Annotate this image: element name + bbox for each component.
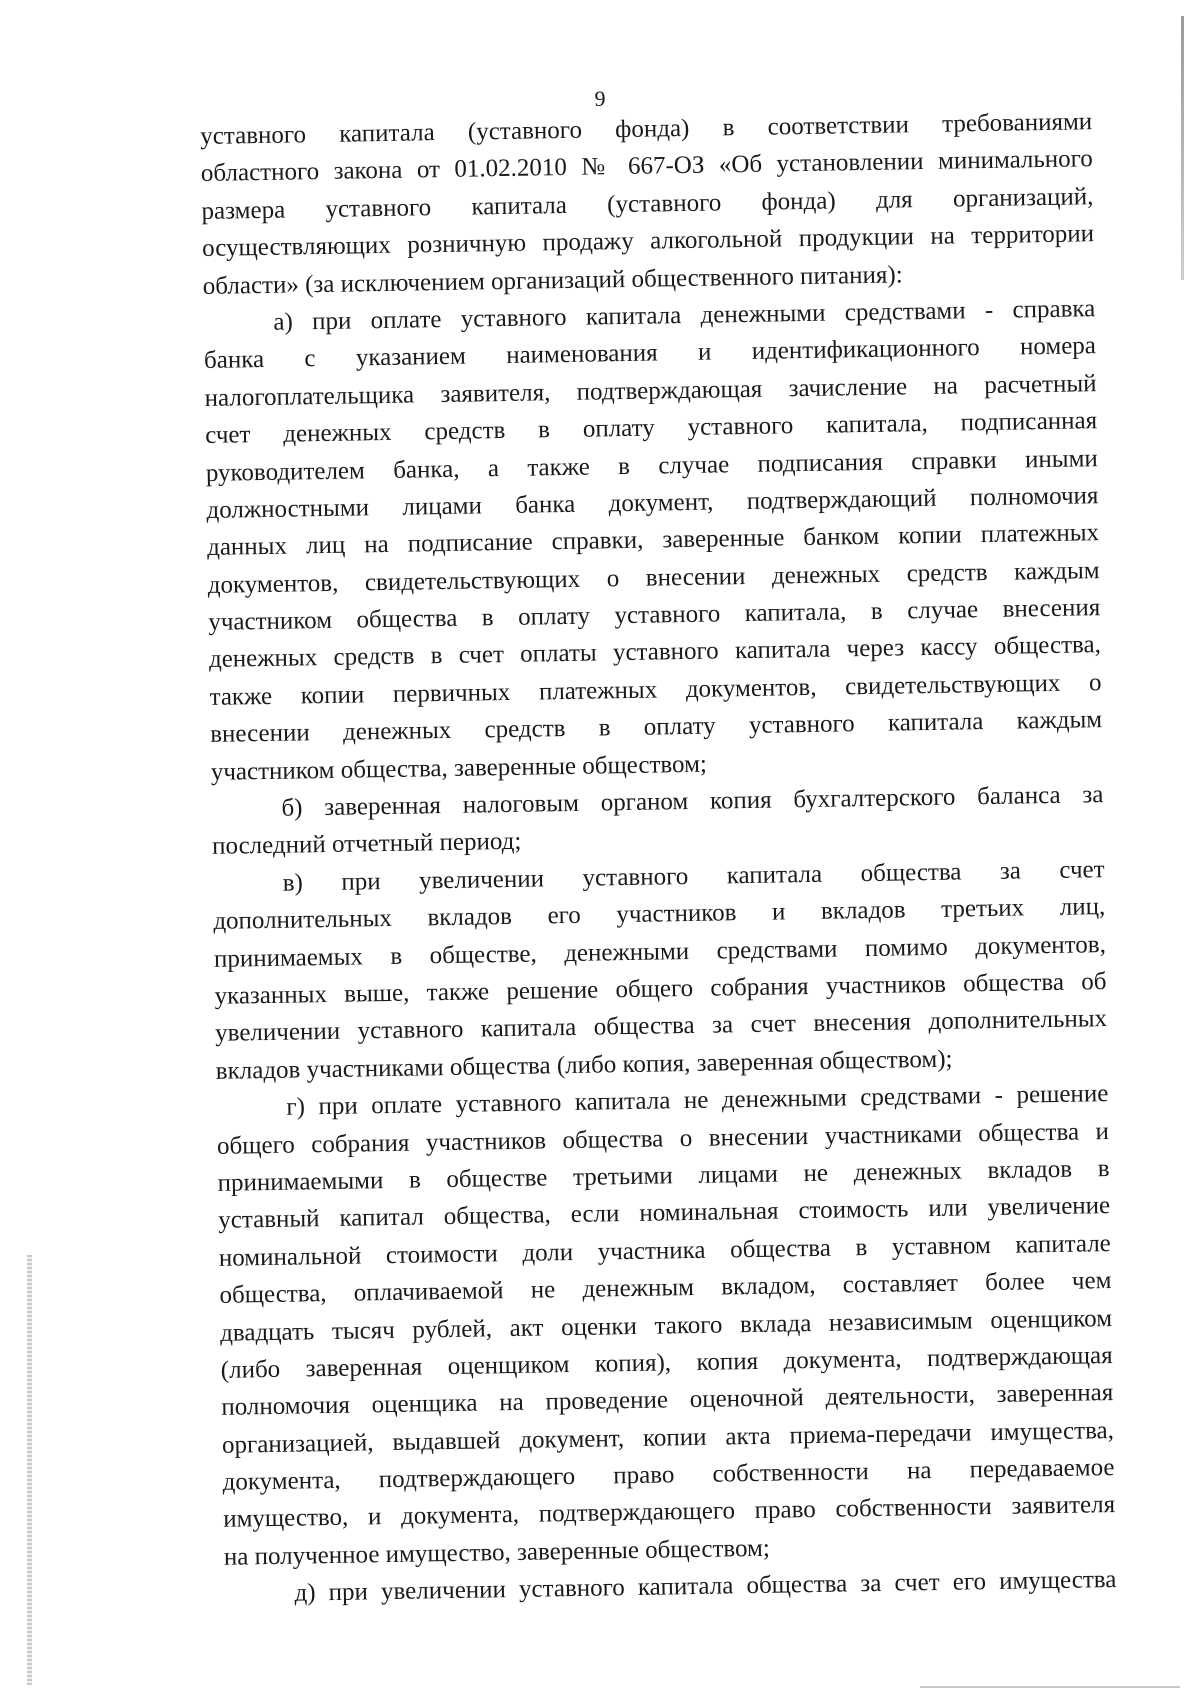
text-line: данных лиц на подписание справки, заверенные банком копии платежных — [206, 519, 1100, 562]
scan-edge-right — [1181, 16, 1184, 280]
text-line: вкладов участниками общества (либо копия, заверенная обществом); — [215, 1045, 953, 1085]
text-line: общего собрания участников общества о внесении участниками общества и — [216, 1117, 1110, 1160]
text-line: указанных выше, также решение общего собрания участников общества об — [214, 968, 1107, 1010]
text-line: внесении денежных средств в оплату уставного капитала каждым — [210, 706, 1103, 749]
text-line: областного закона от 01.02.2010 № 667-ОЗ «Об установлении минимального — [200, 145, 1094, 188]
text-line: увеличении уставного капитала общества за счет внесения дополнительных — [214, 1005, 1108, 1048]
text-line: принимаемых в обществе, денежными средствами помимо документов, — [213, 930, 1107, 973]
text-line: налогоплательщика заявителя, подтверждающая зачисление на расчетный — [204, 369, 1097, 412]
text-line: руководителем банка, а также в случае подписания справки иными — [205, 444, 1098, 487]
scan-edge-left — [27, 1255, 32, 1685]
text-line: организацией, выдавшей документ, копии акта приема-передачи имущества, — [221, 1416, 1115, 1459]
text-line: общества, оплачиваемой не денежным вкладом, составляет более чем — [219, 1267, 1112, 1309]
text-line: должностными лицами банка документ, подтверждающий полномочия — [206, 482, 1099, 524]
text-line: уставного капитала (уставного фонда) в соответствии требованиями — [200, 108, 1093, 150]
text-line: участником общества, заверенные обществом; — [210, 750, 708, 786]
text-line: осуществляющих розничную продажу алкогольной продукции на территории — [201, 220, 1095, 263]
text-line: г) при оплате уставного капитала не денежными средствами - решение — [286, 1080, 1109, 1121]
text-line: двадцать тысяч рублей, акт оценки такого вклада независимым оценщиком — [219, 1304, 1113, 1347]
text-line: размера уставного капитала (уставного фонда) для организаций, — [201, 182, 1094, 225]
text-line: уставный капитал общества, если номинальная стоимость или увеличение — [218, 1192, 1111, 1235]
text-line: номинальной стоимости доли участника общества в уставном капитале — [218, 1229, 1112, 1272]
text-line: принимаемыми в обществе третьими лицами не денежных вкладов в — [217, 1155, 1110, 1197]
text-line: последний отчетный период; — [211, 828, 522, 861]
text-line: дополнительных вкладов его участников и вкладов третьих лиц, — [213, 893, 1106, 936]
text-line: в) при увеличении уставного капитала общества за счет — [282, 855, 1105, 897]
text-line: д) при увеличении уставного капитала общества за счет его имущества — [294, 1566, 1117, 1607]
text-line: документа, подтверждающего право собственности на передаваемое — [222, 1454, 1115, 1496]
text-line: полномочия оценщика на проведение оценочной деятельности, заверенная — [221, 1379, 1114, 1422]
scan-edge-bottom — [920, 1686, 1180, 1688]
text-line: б) заверенная налоговым органом копия бухгалтерского баланса за — [281, 781, 1104, 822]
body-text — [200, 103, 1117, 1613]
text-line: банка с указанием наименования и идентификационного номера — [203, 332, 1097, 375]
text-line: счет денежных средств в оплату уставного капитала, подписанная — [205, 407, 1098, 450]
text-line: (либо заверенная оценщиком копия), копия документа, подтверждающая — [220, 1341, 1113, 1384]
text-line: имущество, и документа, подтверждающего право собственности заявителя — [223, 1491, 1116, 1534]
text-line: на полученное имущество, заверенные обществом; — [223, 1534, 771, 1571]
text-line: также копии первичных платежных документов, свидетельствующих о — [209, 668, 1102, 711]
text-line: документов, свидетельствующих о внесении денежных средств каждым — [207, 556, 1100, 599]
text-line: области» (за исключением организаций общественного питания): — [202, 260, 903, 300]
text-line: денежных средств в счет оплаты уставного капитала через кассу общества, — [208, 631, 1102, 674]
page-number: 9 — [594, 86, 606, 111]
text-line: а) при оплате уставного капитала денежными средствами - справка — [273, 295, 1096, 336]
text-line: участником общества в оплату уставного капитала, в случае внесения — [208, 594, 1101, 637]
